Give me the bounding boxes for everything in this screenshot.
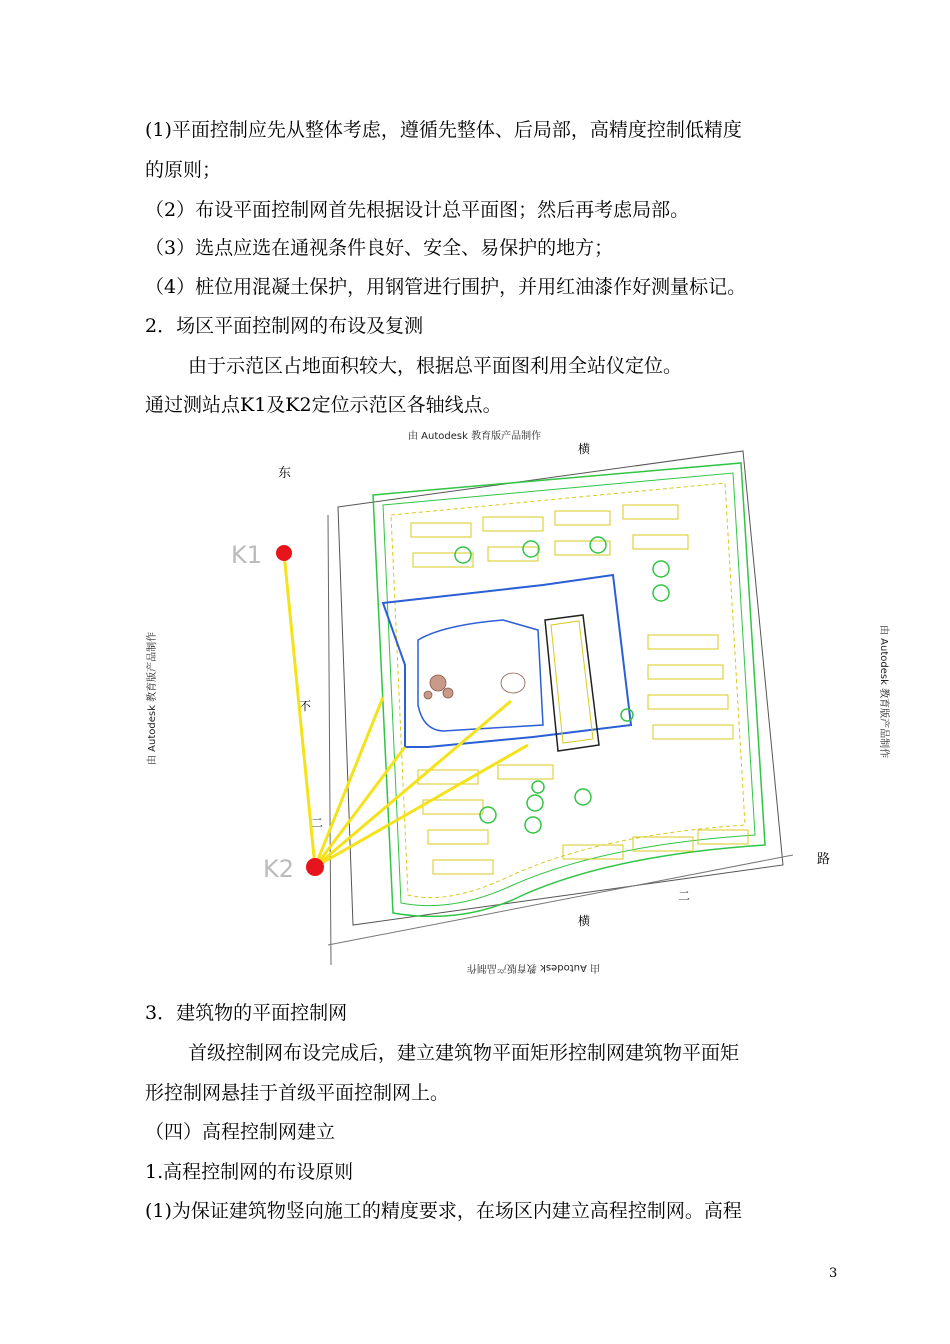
label-heng-bottom: 横 <box>578 914 591 928</box>
heading-section-2: 2．场区平面控制网的布设及复测 <box>145 315 424 337</box>
paragraph-5: 由于示范区占地面积较大，根据总平面图利用全站仪定位。 <box>188 355 683 377</box>
label-dong: 东 <box>278 466 292 481</box>
site-plan-figure <box>143 425 903 981</box>
label-bu: 不 <box>299 699 312 713</box>
label-lu: 路 <box>817 852 831 867</box>
paragraph-7-line-2: 形控制网悬挂于首级平面控制网上。 <box>145 1082 450 1104</box>
central-courtyard <box>383 575 631 747</box>
station-k1-label: K1 <box>231 541 263 569</box>
garden-feature <box>424 673 525 699</box>
paragraph-8: (1)为保证建筑物竖向施工的精度要求，在场区内建立高程控制网。高程 <box>145 1200 742 1222</box>
station-k2-label: K2 <box>263 855 295 883</box>
watermark-top: 由 Autodesk 教育版产品制作 <box>408 431 542 442</box>
paragraph-2: （2）布设平面控制网首先根据设计总平面图；然后再考虑局部。 <box>145 199 690 221</box>
road-edge-bottom <box>328 855 793 945</box>
paragraph-6: 通过测站点K1及K2定位示范区各轴线点。 <box>145 394 502 416</box>
label-er-right: 二 <box>678 889 691 903</box>
paragraph-1-line-1: (1)平面控制应先从整体考虑，遵循先整体、后局部，高精度控制低精度 <box>145 119 742 141</box>
station-k1-marker <box>276 545 292 561</box>
green-boundary-outer <box>373 463 765 916</box>
paragraph-7-line-1: 首级控制网布设完成后，建立建筑物平面矩形控制网建筑物平面矩 <box>188 1042 740 1064</box>
page-number: 3 <box>829 1266 838 1281</box>
paragraph-1-line-2: 的原则； <box>145 159 222 181</box>
station-k2-marker <box>306 858 324 876</box>
watermark-left: 由 Autodesk 教育版产品制作 <box>147 631 158 765</box>
watermark-bottom: 由 Autodesk 教育版产品制作 <box>466 962 600 973</box>
watermark-right: 由 Autodesk 教育版产品制作 <box>878 625 889 759</box>
residential-blocks <box>411 505 748 874</box>
heading-section-4-1: 1.高程控制网的布设原则 <box>145 1161 354 1183</box>
road-edge-left <box>328 515 331 965</box>
heading-section-4: （四）高程控制网建立 <box>145 1121 336 1143</box>
paragraph-4: （4）桩位用混凝土保护，用钢管进行围护，并用红油漆作好测量标记。 <box>145 276 747 298</box>
heading-section-3: 3．建筑物的平面控制网 <box>145 1002 348 1024</box>
label-heng-top: 横 <box>578 442 591 456</box>
paragraph-3: （3）选点应选在通视条件良好、安全、易保护的地方； <box>145 237 614 259</box>
label-er-left: 二 <box>311 816 324 830</box>
